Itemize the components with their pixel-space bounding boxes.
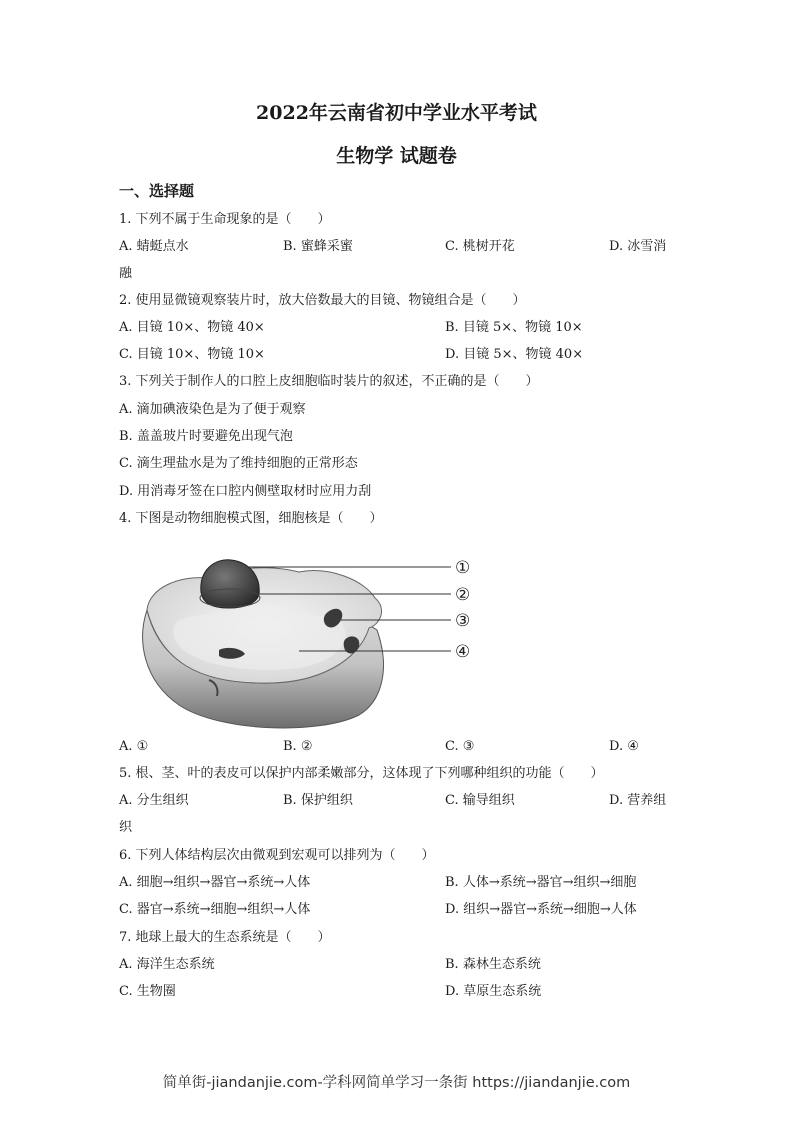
q4-stem: 4. 下图是动物细胞模式图，细胞核是（ ）	[119, 511, 383, 526]
q5-option-b: B. 保护组织	[283, 793, 353, 808]
q3-option-a: A. 滴加碘液染色是为了便于观察	[119, 402, 306, 417]
animal-cell-diagram	[119, 550, 479, 735]
q7-stem: 7. 地球上最大的生态系统是（ ）	[119, 930, 331, 945]
q2-option-d: D. 目镜 5×、物镜 40×	[445, 347, 584, 362]
q2-stem: 2. 使用显微镜观察装片时，放大倍数最大的目镜、物镜组合是（ ）	[119, 293, 526, 308]
q3-option-c: C. 滴生理盐水是为了维持细胞的正常形态	[119, 456, 358, 471]
q1-stem: 1. 下列不属于生命现象的是（ ）	[119, 212, 331, 227]
q7-option-d: D. 草原生态系统	[445, 984, 542, 999]
q3-option-d: D. 用消毒牙签在口腔内侧壁取材时应用力刮	[119, 484, 372, 499]
page-footer: 简单街-jiandanjie.com-学科网简单学习一条街 https://jiandanjie.com	[162, 1075, 631, 1091]
q5-stem: 5. 根、茎、叶的表皮可以保护内部柔嫩部分，这体现了下列哪种组织的功能（ ）	[119, 766, 604, 781]
exam-subtitle: 生物学 试题卷	[336, 145, 457, 167]
label-3: ③	[455, 611, 471, 631]
q2-option-c: C. 目镜 10×、物镜 10×	[119, 347, 265, 362]
q7-option-b: B. 森林生态系统	[445, 957, 541, 972]
q3-stem: 3. 下列关于制作人的口腔上皮细胞临时装片的叙述，不正确的是（ ）	[119, 374, 539, 389]
q3-option-b: B. 盖盖玻片时要避免出现气泡	[119, 429, 293, 444]
label-4: ④	[455, 642, 471, 662]
q7-option-c: C. 生物圈	[119, 984, 176, 999]
q1-option-c: C. 桃树开花	[445, 239, 515, 254]
label-2: ②	[455, 585, 471, 605]
exam-title: 2022年云南省初中学业水平考试	[256, 102, 537, 124]
q4-option-c: C. ③	[445, 739, 475, 754]
q2-option-b: B. 目镜 5×、物镜 10×	[445, 320, 583, 335]
section-heading: 一、选择题	[119, 182, 195, 200]
q1-option-a: A. 蜻蜓点水	[119, 239, 189, 254]
q5-option-d-continued: 织	[119, 820, 133, 835]
label-1: ①	[455, 558, 471, 578]
q5-option-c: C. 输导组织	[445, 793, 515, 808]
q4-option-d: D. ④	[609, 739, 639, 754]
q1-option-b: B. 蜜蜂采蜜	[283, 239, 353, 254]
q6-option-c: C. 器官→系统→细胞→组织→人体	[119, 902, 311, 917]
q6-option-d: D. 组织→器官→系统→细胞→人体	[445, 902, 637, 917]
q6-stem: 6. 下列人体结构层次由微观到宏观可以排列为（ ）	[119, 848, 435, 863]
q5-option-d: D. 营养组	[609, 793, 667, 808]
q6-option-a: A. 细胞→组织→器官→系统→人体	[119, 875, 311, 890]
q1-option-d: D. 冰雪消	[609, 239, 667, 254]
q4-option-a: A. ①	[119, 739, 149, 754]
q7-option-a: A. 海洋生态系统	[119, 957, 215, 972]
q6-option-b: B. 人体→系统→器官→组织→细胞	[445, 875, 637, 890]
q2-option-a: A. 目镜 10×、物镜 40×	[119, 320, 265, 335]
q5-option-a: A. 分生组织	[119, 793, 189, 808]
q4-option-b: B. ②	[283, 739, 313, 754]
q1-option-d-continued: 融	[119, 266, 133, 281]
